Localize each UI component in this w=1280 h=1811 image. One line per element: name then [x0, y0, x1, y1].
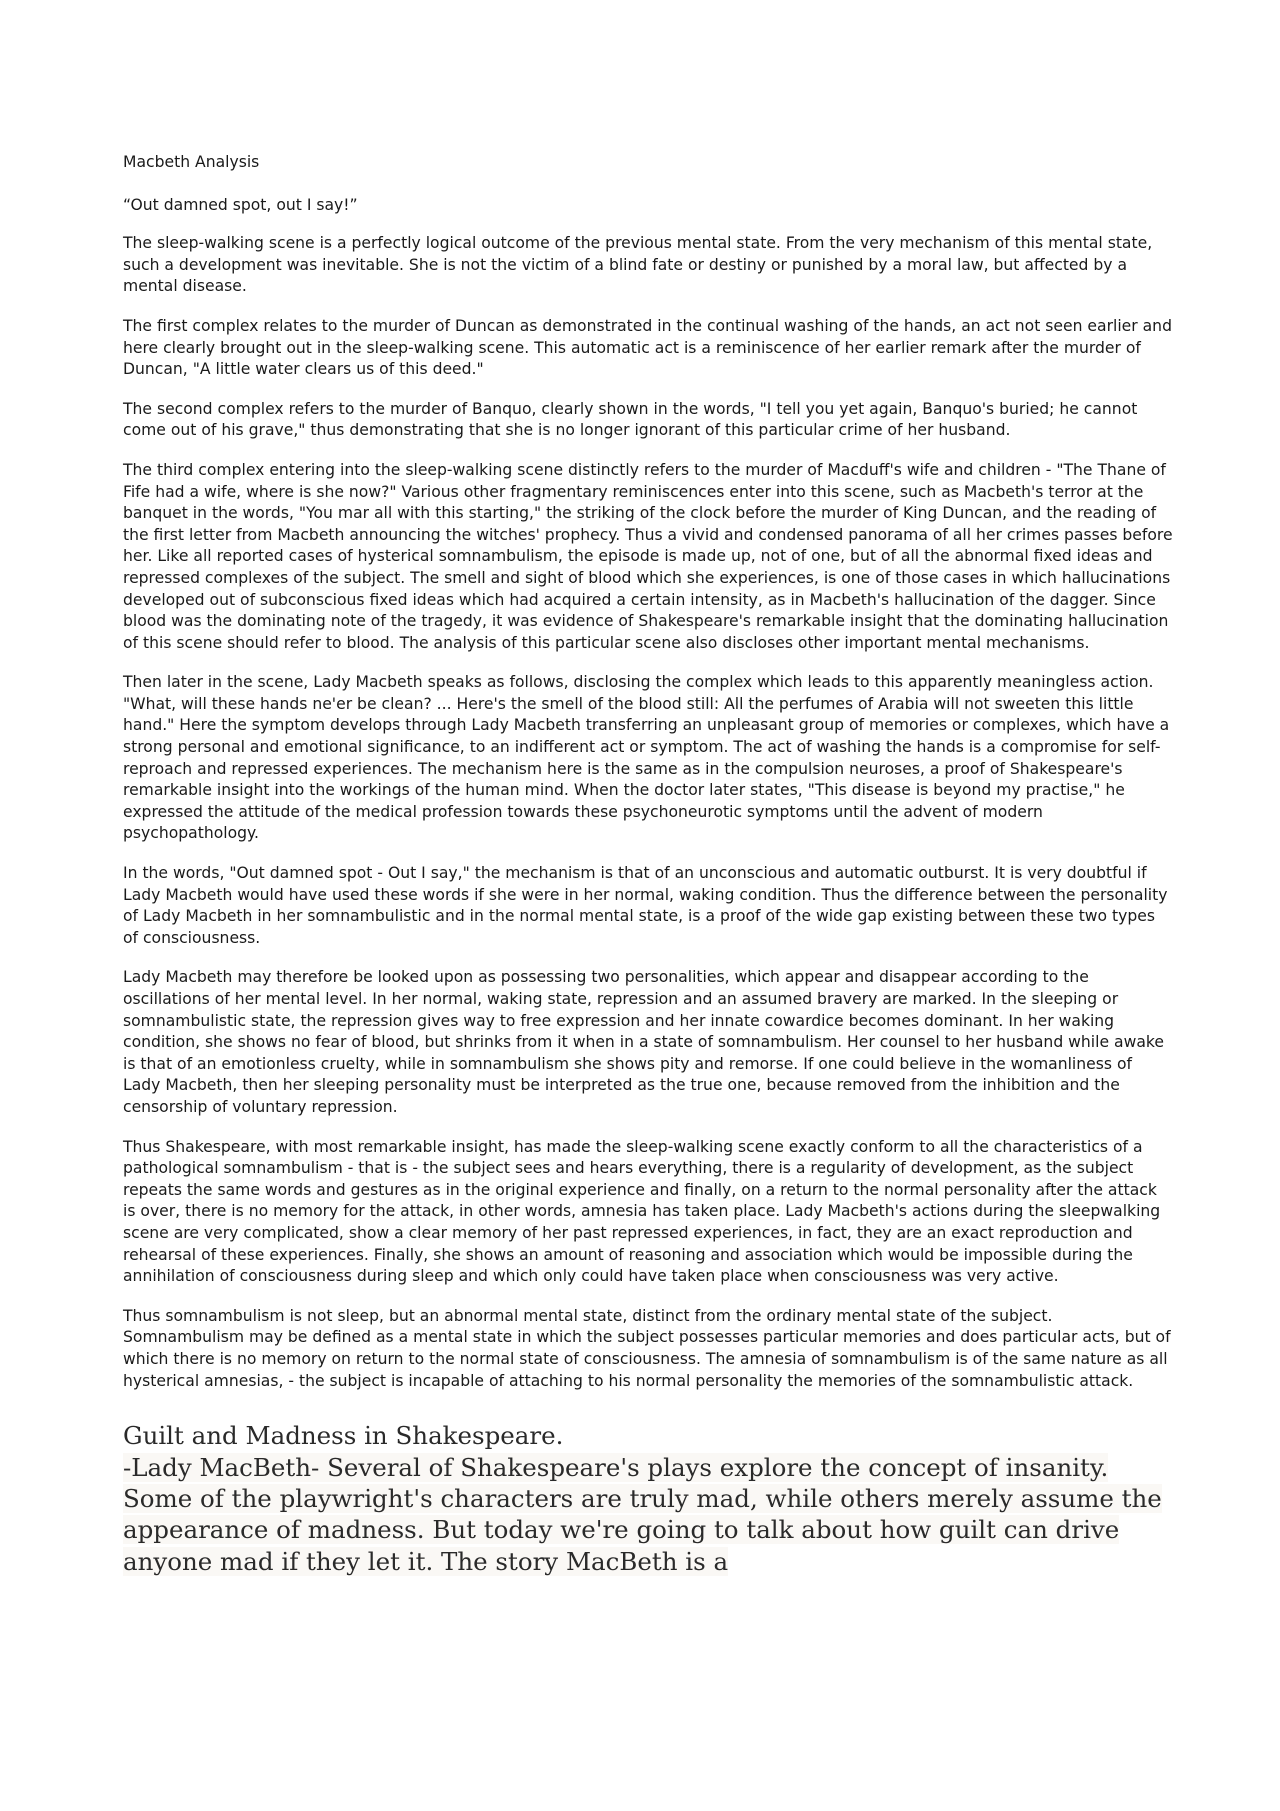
- paragraph-3: The second complex refers to the murder of Banquo, clearly shown in the words, "I tell you yet again, Banquo's buried; he cannot come out of his grave," thus demonstrating that she is no longer ignorant of this particular crime of her husband.: [123, 399, 1138, 440]
- paragraph-9: Thus somnambulism is not sleep, but an abnormal mental state, distinct from the ordinary mental state of the subject. Somnambulism may be defined as a mental state in which the subject possesses particular memories and does particular acts, but of which there is no memory on return to the normal state of consciousness. The amnesia of somnambulism is of the same nature as all hysterical amnesias, - the subject is incapable of attaching to his normal personality the memories of the somnambulistic attack.: [123, 1306, 1171, 1390]
- section-title: Guilt and Madness in Shakespeare.: [123, 1421, 564, 1451]
- paragraph-1: The sleep-walking scene is a perfectly logical outcome of the previous mental state. From the very mechanism of this mental state, such a development was inevitable. She is not the victim of a blind fate or destiny or punished by a moral law, but affected by a mental disease.: [123, 234, 1153, 296]
- guilt-madness-section: [123, 1420, 1173, 1577]
- paragraph-4: The third complex entering into the sleep-walking scene distinctly refers to the murder of Macduff's wife and children - "The Thane of Fife had a wife, where is she now?" Various other fragmentary reminiscences enter into this scene, such as Macbeth's terror at the banquet in the words, "You mar all with this starting," the striking of the clock before the murder of King Duncan, and the reading of the first letter from Macbeth announcing the witches' prophecy. Thus a vivid and condensed panorama of all her crimes passes before her. Like all reported cases of hysterical somnambulism, the episode is made up, not of one, but of all the abnormal fixed ideas and repressed complexes of the subject. The smell and sight of blood which she experiences, is one of those cases in which hallucinations developed out of subconscious fixed ideas which had acquired a certain intensity, as in Macbeth's hallucination of the dagger. Since blood was the dominating note of the tragedy, it was evidence of Shakespeare's remarkable insight that the dominating hallucination of this scene should refer to blood. The analysis of this particular scene also discloses other important mental mechanisms.: [123, 460, 1173, 652]
- paragraph-5: Then later in the scene, Lady Macbeth speaks as follows, disclosing the complex which leads to this apparently meaningless action. "What, will these hands ne'er be clean? ... Here's the smell of the blood still: All the perfumes of Arabia will not sweeten this little hand." Here the symptom develops through Lady Macbeth transferring an unpleasant group of memories or complexes, which have a strong personal and emotional significance, to an indifferent act or symptom. The act of washing the hands is a compromise for self-reproach and repressed experiences. The mechanism here is the same as in the compulsion neuroses, a proof of Shakespeare's remarkable insight into the workings of the human mind. When the doctor later states, "This disease is beyond my practise," he expressed the attitude of the medical profession towards these psychoneurotic symptoms until the advent of modern psychopathology.: [123, 673, 1170, 843]
- document-page: [123, 152, 1173, 1577]
- paragraph-7: Lady Macbeth may therefore be looked upon as possessing two personalities, which appear and disappear according to the oscillations of her mental level. In her normal, waking state, repression and an assumed bravery are marked. In the sleeping or somnambulistic state, the repression gives way to free expression and her innate cowardice becomes dominant. In her waking condition, she shows no fear of blood, but shrinks from it when in a state of somnambulism. Her counsel to her husband while awake is that of an emotionless cruelty, while in somnambulism she shows pity and remorse. If one could believe in the womanliness of Lady Macbeth, then her sleeping personality must be interpreted as the true one, because removed from the inhibition and the censorship of voluntary repression.: [123, 968, 1164, 1116]
- paragraph-8: Thus Shakespeare, with most remarkable insight, has made the sleep-walking scene exactly conform to all the characteristics of a pathological somnambulism - that is - the subject sees and hears everything, there is a regularity of development, as the subject repeats the same words and gestures as in the original experience and finally, on a return to the normal personality after the attack is over, there is no memory for the attack, in other words, amnesia has taken place. Lady Macbeth's actions during the sleepwalking scene are very complicated, show a clear memory of her past repressed experiences, in fact, they are an exact reproduction and rehearsal of these experiences. Finally, she shows an amount of reasoning and association which would be impossible during the annihilation of consciousness during sleep and which only could have taken place when consciousness was very active.: [123, 1137, 1161, 1286]
- paragraph-6: In the words, "Out damned spot - Out I say," the mechanism is that of an unconscious and automatic outburst. It is very doubtful if Lady Macbeth would have used these words if she were in her normal, waking condition. Thus the difference between the personality of Lady Macbeth in her somnambulistic and in the normal mental state, is a proof of the wide gap existing between these two types of consciousness.: [123, 864, 1168, 947]
- section-body-text: -Lady MacBeth- Several of Shakespeare's plays explore the concept of insanity. Some of the playwright's characters are truly mad, while others merely assume the appearance of madness. But today we're going to talk about how guilt can drive anyone mad if they let it. The story MacBeth is a: [123, 1452, 1162, 1576]
- paragraph-2: The first complex relates to the murder of Duncan as demonstrated in the continual washing of the hands, an act not seen earlier and here clearly brought out in the sleep-walking scene. This automatic act is a reminiscence of her earlier remark after the murder of Duncan, "A little water clears us of this deed.": [123, 316, 1172, 379]
- epigraph-quote: “Out damned spot, out I say!”: [123, 195, 358, 214]
- document-title: Macbeth Analysis: [123, 153, 260, 171]
